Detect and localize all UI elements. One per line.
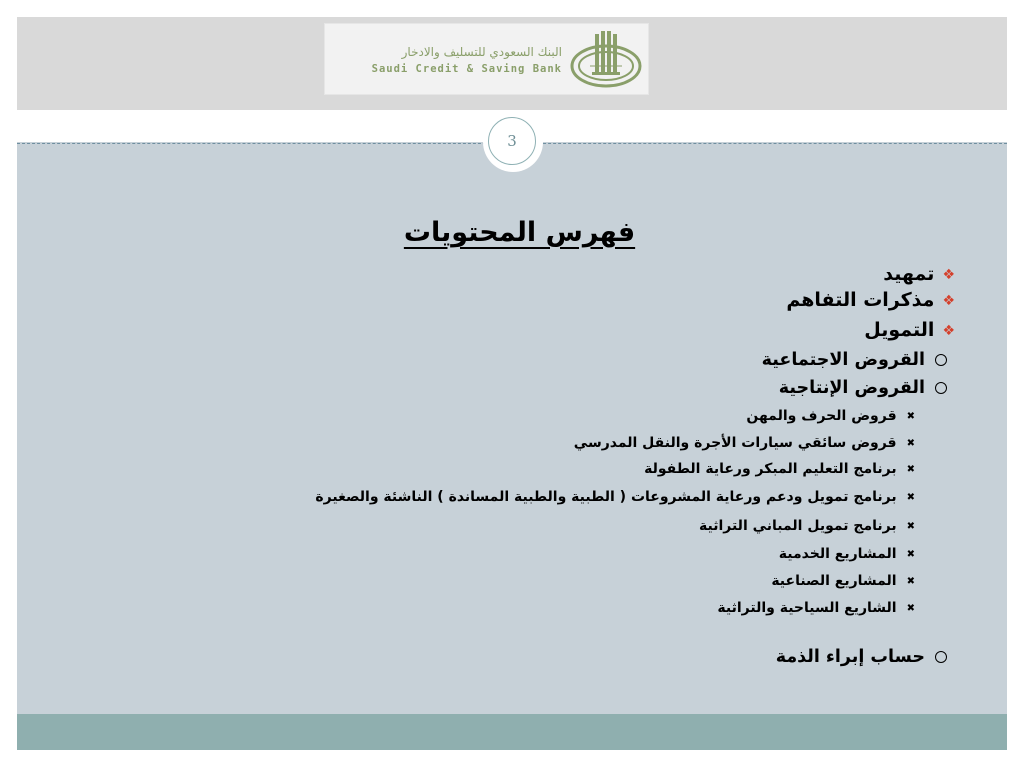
cross-bullet-icon: ✖ (906, 521, 915, 532)
logo-english-name: Saudi Credit & Saving Bank (371, 63, 562, 75)
cross-bullet-icon: ✖ (906, 576, 915, 587)
toc-item-level1 (786, 289, 955, 311)
toc-item-label: قروض سائقي سيارات الأجرة والنقل المدرسي (573, 435, 897, 451)
toc-item-label: المشاريع الخدمية (778, 546, 897, 562)
toc-item-label: تمهيد (883, 263, 935, 285)
toc-item-label: المشاريع الصناعية (771, 573, 897, 589)
circle-bullet-icon (935, 382, 947, 394)
toc-item-level3 (717, 600, 915, 616)
diamond-bullet-icon: ❖ (942, 293, 955, 309)
slide (17, 17, 1007, 750)
toc-item-level2 (776, 647, 947, 667)
bank-logo (324, 23, 649, 95)
cross-bullet-icon: ✖ (906, 411, 915, 422)
toc-item-label: حساب إبراء الذمة (775, 647, 925, 667)
logo-arabic-name: البنك السعودي للتسليف والادخار (401, 45, 562, 59)
cross-bullet-icon: ✖ (906, 603, 915, 614)
toc-item-level3 (746, 408, 915, 424)
toc-item-label: برنامج تمويل المباني التراثية (699, 518, 897, 534)
page-number: 3 (488, 117, 536, 165)
toc-item-level3 (771, 573, 915, 589)
toc-item-level2 (779, 378, 947, 398)
cross-bullet-icon: ✖ (906, 492, 915, 503)
toc-item-label: القروض الاجتماعية (761, 350, 925, 370)
toc-item-level3 (644, 461, 915, 477)
cross-bullet-icon: ✖ (906, 438, 915, 449)
toc-title: فهرس المحتويات (403, 217, 636, 248)
footer-band (17, 714, 1007, 750)
diamond-bullet-icon: ❖ (942, 267, 955, 283)
circle-bullet-icon (935, 354, 947, 366)
toc-item-level3 (779, 546, 915, 562)
circle-bullet-icon (935, 651, 947, 663)
toc-item-label: قروض الحرف والمهن (746, 408, 897, 424)
toc-item-label: برنامج التعليم المبكر ورعاية الطفولة (644, 461, 897, 477)
toc-item-level3 (574, 435, 915, 451)
toc-item-label: الشاريع السياحية والتراثية (717, 600, 897, 616)
toc-item-label: مذكرات التفاهم (786, 289, 935, 311)
diamond-bullet-icon: ❖ (942, 323, 955, 339)
bank-emblem-icon (568, 28, 644, 92)
toc-item-level3 (315, 489, 915, 505)
toc-item-level1 (883, 263, 955, 285)
toc-item-level2 (762, 350, 947, 370)
toc-item-label: التمويل (864, 319, 935, 341)
cross-bullet-icon: ✖ (906, 549, 915, 560)
toc-item-label: القروض الإنتاجية (778, 378, 925, 398)
toc-item-level1 (864, 319, 955, 341)
toc-item-level3 (699, 518, 915, 534)
cross-bullet-icon: ✖ (906, 464, 915, 475)
toc-item-label: برنامج تمويل ودعم ورعاية المشروعات ( الطبية والطبية المساندة ) الناشئة والصغيرة (315, 489, 897, 505)
header-band (17, 17, 1007, 110)
